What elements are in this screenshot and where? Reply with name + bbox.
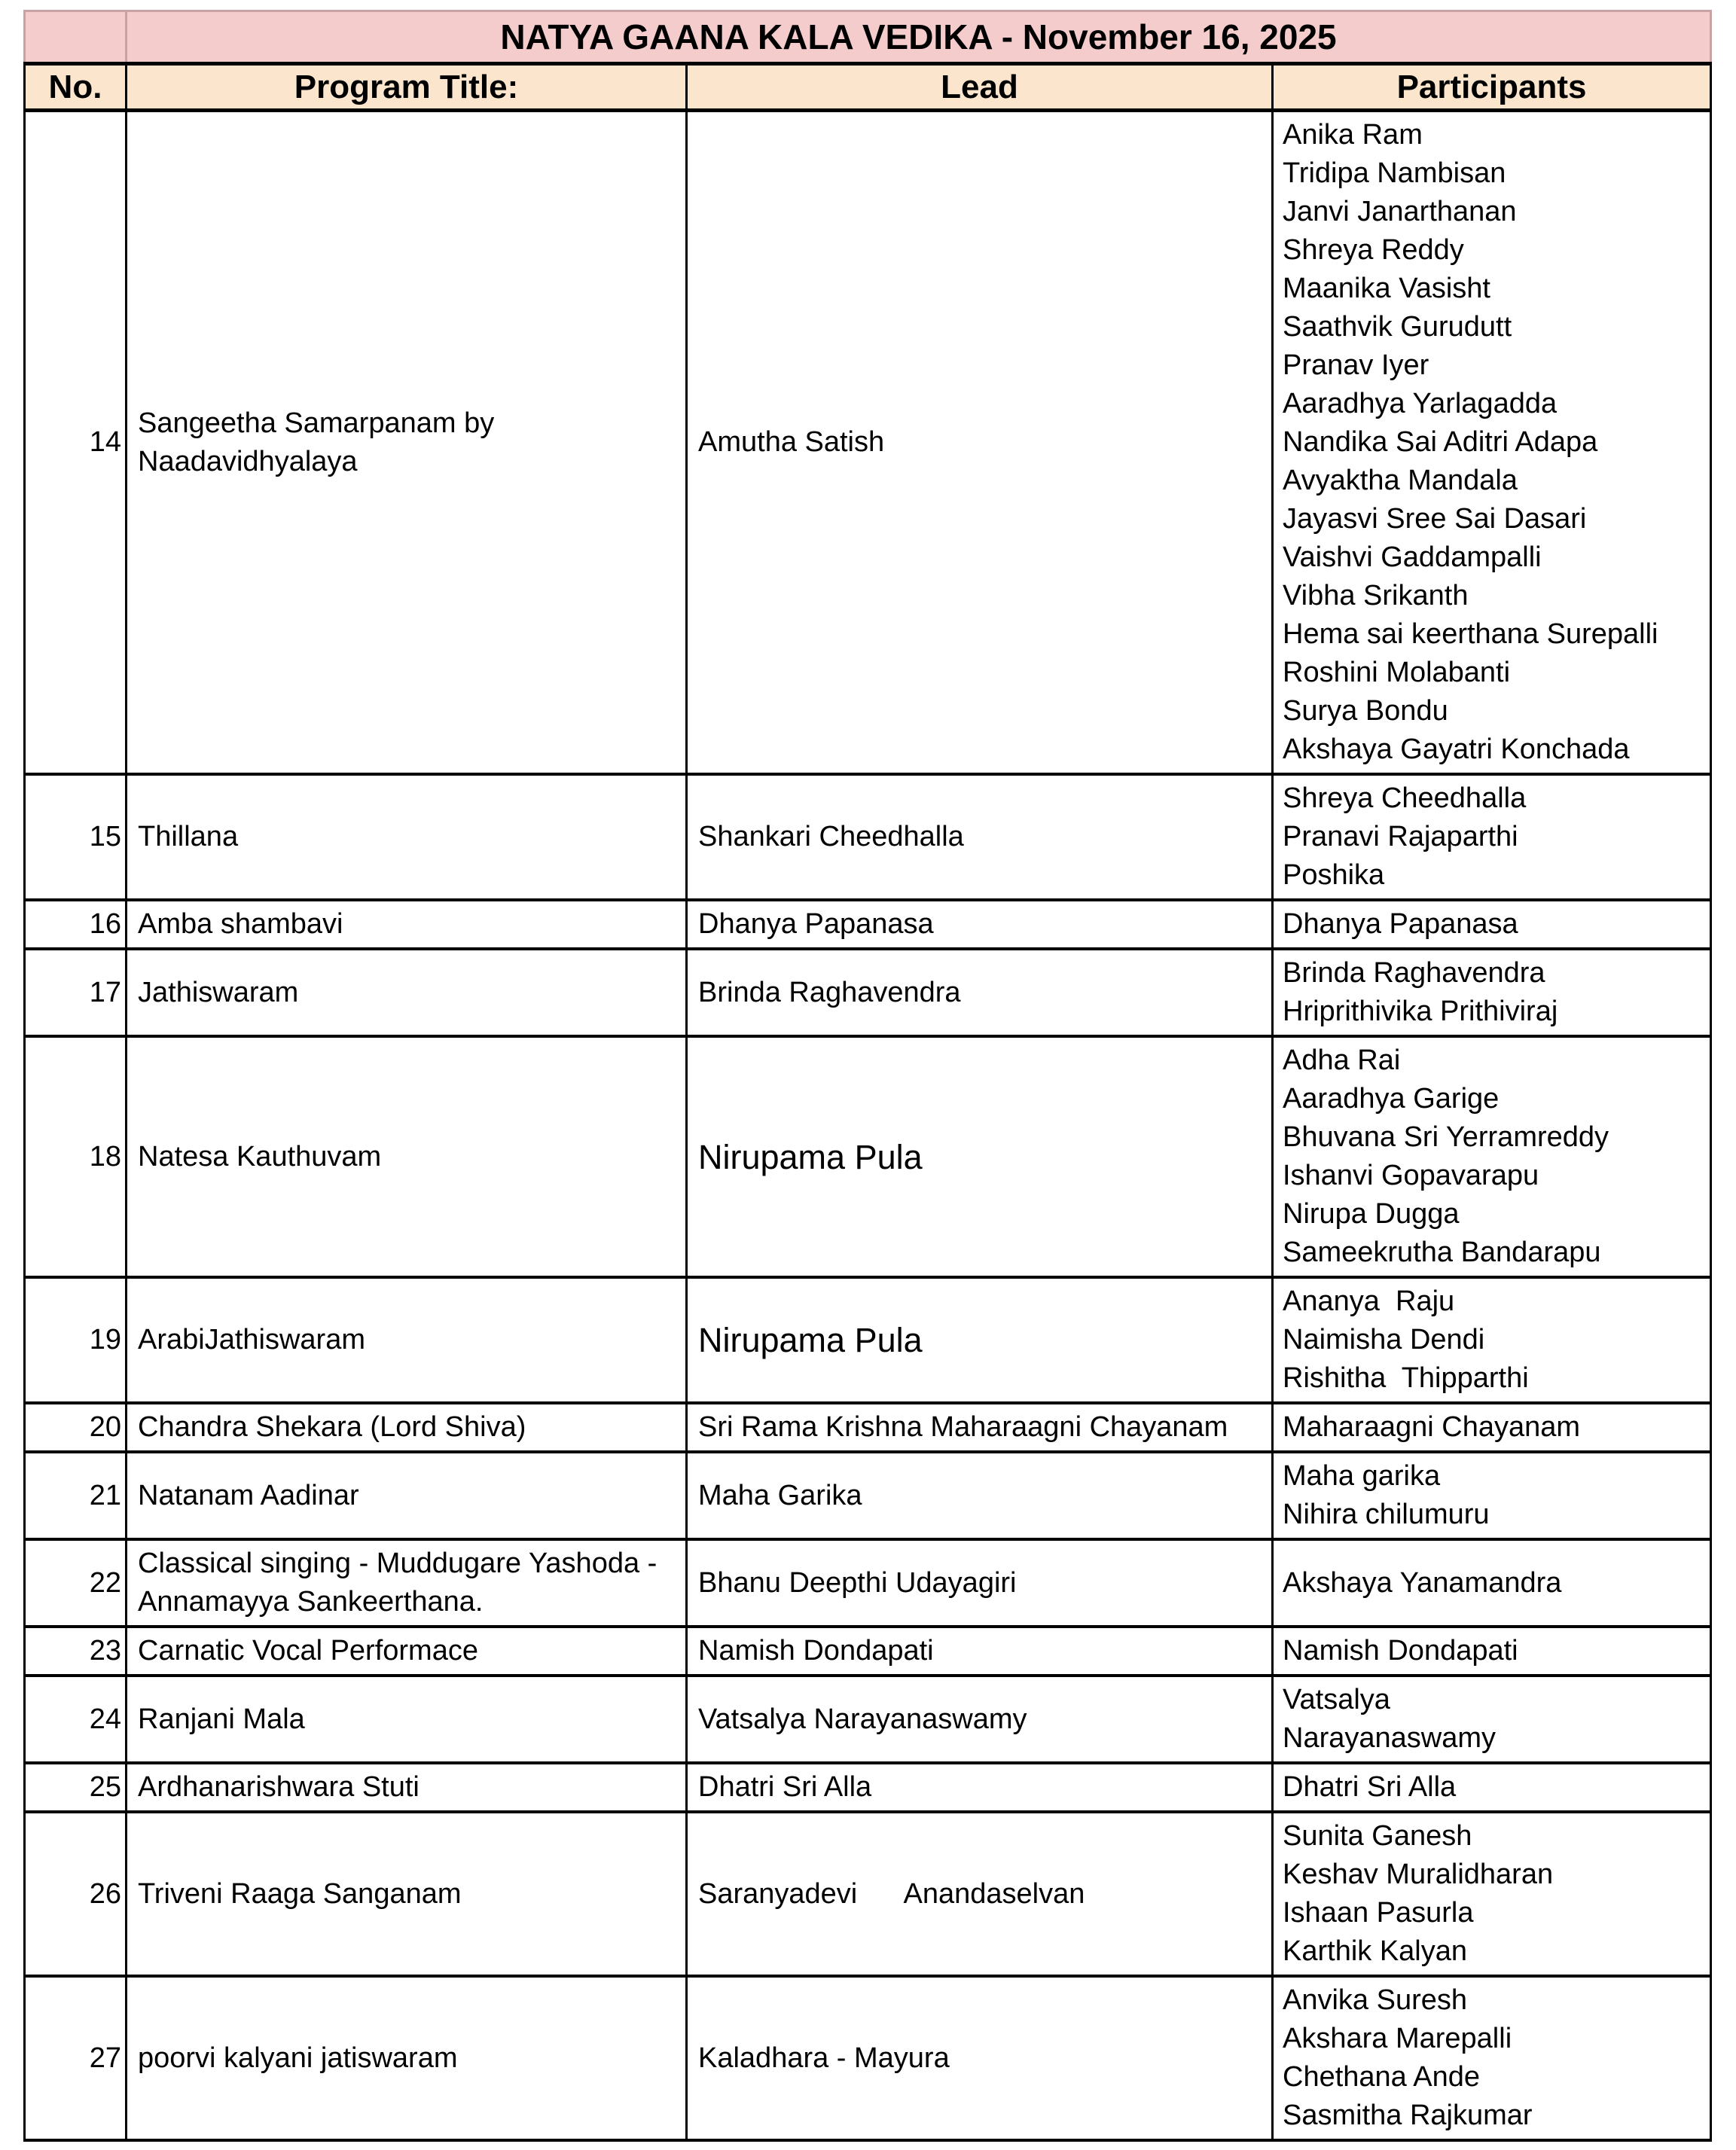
table-row bbox=[25, 1036, 1711, 1277]
lead-cell: Kaladhara - Mayura bbox=[687, 1976, 1273, 2140]
participant-line: Bhuvana Sri Yerramreddy bbox=[1283, 1121, 1609, 1153]
table-row bbox=[25, 1539, 1711, 1627]
col-header-program: Program Title: bbox=[127, 64, 687, 111]
lead-cell: Nirupama Pula bbox=[687, 1277, 1273, 1403]
participant-line: Ishanvi Gopavarapu bbox=[1283, 1160, 1539, 1191]
program-title-cell: Sangeetha Samarpanam by Naadavidhyalaya bbox=[127, 111, 687, 775]
table-row bbox=[25, 1976, 1711, 2140]
program-title-cell: Carnatic Vocal Performace bbox=[127, 1627, 687, 1676]
no-cell: 25 bbox=[25, 1763, 127, 1812]
participant-line: Janvi Janarthanan bbox=[1283, 196, 1517, 227]
participant-line: Pranavi Rajaparthi bbox=[1283, 821, 1518, 852]
lead-cell: Vatsalya Narayanaswamy bbox=[687, 1676, 1273, 1763]
participants-cell bbox=[1273, 1452, 1711, 1539]
lead-cell: Maha Garika bbox=[687, 1452, 1273, 1539]
lead-cell: Namish Dondapati bbox=[687, 1627, 1273, 1676]
participants-cell bbox=[1273, 1539, 1711, 1627]
spreadsheet-page bbox=[23, 10, 1712, 2142]
no-cell: 20 bbox=[25, 1403, 127, 1452]
participant-line: Hriprithivika Prithiviraj bbox=[1283, 996, 1558, 1027]
participant-line: Aaradhya Yarlagadda bbox=[1283, 388, 1558, 419]
participant-line: Saathvik Gurudutt bbox=[1283, 311, 1512, 343]
participant-line: Vibha Srikanth bbox=[1283, 580, 1469, 611]
program-title-cell: Natanam Aadinar bbox=[127, 1452, 687, 1539]
program-title-cell: Chandra Shekara (Lord Shiva) bbox=[127, 1403, 687, 1452]
lead-cell: Sri Rama Krishna Maharaagni Chayanam bbox=[687, 1403, 1273, 1452]
participant-line: Sameekrutha Bandarapu bbox=[1283, 1237, 1601, 1268]
column-header-row bbox=[25, 64, 1711, 111]
table-row bbox=[25, 774, 1711, 900]
participant-line: Chethana Ande bbox=[1283, 2061, 1481, 2093]
no-cell: 17 bbox=[25, 949, 127, 1036]
participant-line: Anika Ram bbox=[1283, 119, 1423, 151]
participant-line: Namish Dondapati bbox=[1283, 1635, 1518, 1667]
participant-line: Sunita Ganesh bbox=[1283, 1820, 1472, 1852]
participant-line: Anvika Suresh bbox=[1283, 1984, 1468, 2016]
participants-cell bbox=[1273, 1403, 1711, 1452]
no-cell: 18 bbox=[25, 1036, 127, 1277]
col-header-no: No. bbox=[25, 64, 127, 111]
no-cell: 21 bbox=[25, 1452, 127, 1539]
program-title-cell: Classical singing - Muddugare Yashoda - Annamayya Sankeerthana. bbox=[127, 1539, 687, 1627]
participants-cell bbox=[1273, 774, 1711, 900]
participant-line: Brinda Raghavendra bbox=[1283, 957, 1545, 989]
lead-cell: Shankari Cheedhalla bbox=[687, 774, 1273, 900]
program-table-body bbox=[25, 111, 1711, 2141]
participant-line: Aaradhya Garige bbox=[1283, 1083, 1500, 1115]
participants-cell bbox=[1273, 1036, 1711, 1277]
participant-line: Akshaya Gayatri Konchada bbox=[1283, 733, 1630, 765]
no-cell: 23 bbox=[25, 1627, 127, 1676]
table-row bbox=[25, 1676, 1711, 1763]
program-title-cell: Ranjani Mala bbox=[127, 1676, 687, 1763]
participants-cell bbox=[1273, 1277, 1711, 1403]
table-row bbox=[25, 1627, 1711, 1676]
participants-cell bbox=[1273, 1627, 1711, 1676]
table-row bbox=[25, 1403, 1711, 1452]
table-row bbox=[25, 949, 1711, 1036]
participant-line: Hema sai keerthana Surepalli bbox=[1283, 618, 1658, 650]
col-header-lead: Lead bbox=[687, 64, 1273, 111]
participant-line: Akshara Marepalli bbox=[1283, 2023, 1512, 2054]
table-row bbox=[25, 111, 1711, 775]
sheet-title: NATYA GAANA KALA VEDIKA - November 16, 2025 bbox=[127, 11, 1711, 64]
participant-line: Maha garika bbox=[1283, 1460, 1441, 1492]
no-cell: 22 bbox=[25, 1539, 127, 1627]
lead-cell: Amutha Satish bbox=[687, 111, 1273, 775]
no-cell: 27 bbox=[25, 1976, 127, 2140]
participant-line: Keshav Muralidharan bbox=[1283, 1859, 1554, 1890]
col-header-participants: Participants bbox=[1273, 64, 1711, 111]
lead-cell: Brinda Raghavendra bbox=[687, 949, 1273, 1036]
table-row bbox=[25, 1452, 1711, 1539]
no-cell: 19 bbox=[25, 1277, 127, 1403]
participant-line: Maanika Vasisht bbox=[1283, 273, 1490, 304]
no-cell: 24 bbox=[25, 1676, 127, 1763]
table-row bbox=[25, 1812, 1711, 1976]
participant-line: Vatsalya bbox=[1283, 1684, 1390, 1715]
program-title-cell: Thillana bbox=[127, 774, 687, 900]
participant-line: Surya Bondu bbox=[1283, 695, 1448, 727]
program-schedule-table bbox=[23, 10, 1712, 2142]
participant-line: Jayasvi Sree Sai Dasari bbox=[1283, 503, 1587, 535]
participant-line: Poshika bbox=[1283, 859, 1385, 891]
no-cell: 16 bbox=[25, 900, 127, 949]
participants-cell bbox=[1273, 111, 1711, 775]
participants-cell bbox=[1273, 949, 1711, 1036]
participant-line: Dhanya Papanasa bbox=[1283, 908, 1518, 940]
participant-line: Roshini Molabanti bbox=[1283, 657, 1511, 688]
participant-line: Nihira chilumuru bbox=[1283, 1499, 1490, 1530]
title-corner-cell bbox=[25, 11, 127, 64]
no-cell: 14 bbox=[25, 111, 127, 775]
lead-cell: Dhanya Papanasa bbox=[687, 900, 1273, 949]
participant-line: Avyaktha Mandala bbox=[1283, 465, 1518, 496]
program-title-cell: poorvi kalyani jatiswaram bbox=[127, 1976, 687, 2140]
program-title-cell: Jathiswaram bbox=[127, 949, 687, 1036]
participant-line: Sasmitha Rajkumar bbox=[1283, 2100, 1533, 2131]
lead-cell: Nirupama Pula bbox=[687, 1036, 1273, 1277]
participants-cell bbox=[1273, 1676, 1711, 1763]
lead-cell: Saranyadevi Anandaselvan bbox=[687, 1812, 1273, 1976]
participant-line: Ananya Raju bbox=[1283, 1285, 1455, 1317]
participant-line: Nandika Sai Aditri Adapa bbox=[1283, 426, 1598, 458]
participant-line: Dhatri Sri Alla bbox=[1283, 1771, 1457, 1803]
table-row bbox=[25, 900, 1711, 949]
participant-line: Shreya Reddy bbox=[1283, 234, 1464, 266]
participant-line: Adha Rai bbox=[1283, 1045, 1401, 1076]
participant-line: Akshaya Yanamandra bbox=[1283, 1566, 1562, 1599]
participant-line: Narayanaswamy bbox=[1283, 1722, 1496, 1754]
participants-cell bbox=[1273, 1763, 1711, 1812]
lead-cell: Bhanu Deepthi Udayagiri bbox=[687, 1539, 1273, 1627]
participant-line: Pranav Iyer bbox=[1283, 349, 1429, 381]
title-row bbox=[25, 11, 1711, 64]
lead-cell: Dhatri Sri Alla bbox=[687, 1763, 1273, 1812]
participant-line: Karthik Kalyan bbox=[1283, 1935, 1468, 1967]
program-title-cell: Triveni Raaga Sanganam bbox=[127, 1812, 687, 1976]
participant-line: Rishitha Thipparthi bbox=[1283, 1362, 1529, 1394]
participant-line: Nirupa Dugga bbox=[1283, 1198, 1460, 1230]
participants-cell bbox=[1273, 1812, 1711, 1976]
participants-cell bbox=[1273, 1976, 1711, 2140]
no-cell: 26 bbox=[25, 1812, 127, 1976]
program-title-cell: Ardhanarishwara Stuti bbox=[127, 1763, 687, 1812]
participant-line: Ishaan Pasurla bbox=[1283, 1897, 1474, 1929]
table-row bbox=[25, 1277, 1711, 1403]
participant-line: Naimisha Dendi bbox=[1283, 1324, 1485, 1356]
program-title-cell: Amba shambavi bbox=[127, 900, 687, 949]
participant-line: Maharaagni Chayanam bbox=[1283, 1411, 1581, 1443]
program-title-cell: Natesa Kauthuvam bbox=[127, 1036, 687, 1277]
table-row bbox=[25, 1763, 1711, 1812]
participant-line: Shreya Cheedhalla bbox=[1283, 782, 1527, 814]
participant-line: Tridipa Nambisan bbox=[1283, 157, 1506, 189]
participant-line: Vaishvi Gaddampalli bbox=[1283, 541, 1542, 573]
participants-cell bbox=[1273, 900, 1711, 949]
no-cell: 15 bbox=[25, 774, 127, 900]
program-title-cell: ArabiJathiswaram bbox=[127, 1277, 687, 1403]
